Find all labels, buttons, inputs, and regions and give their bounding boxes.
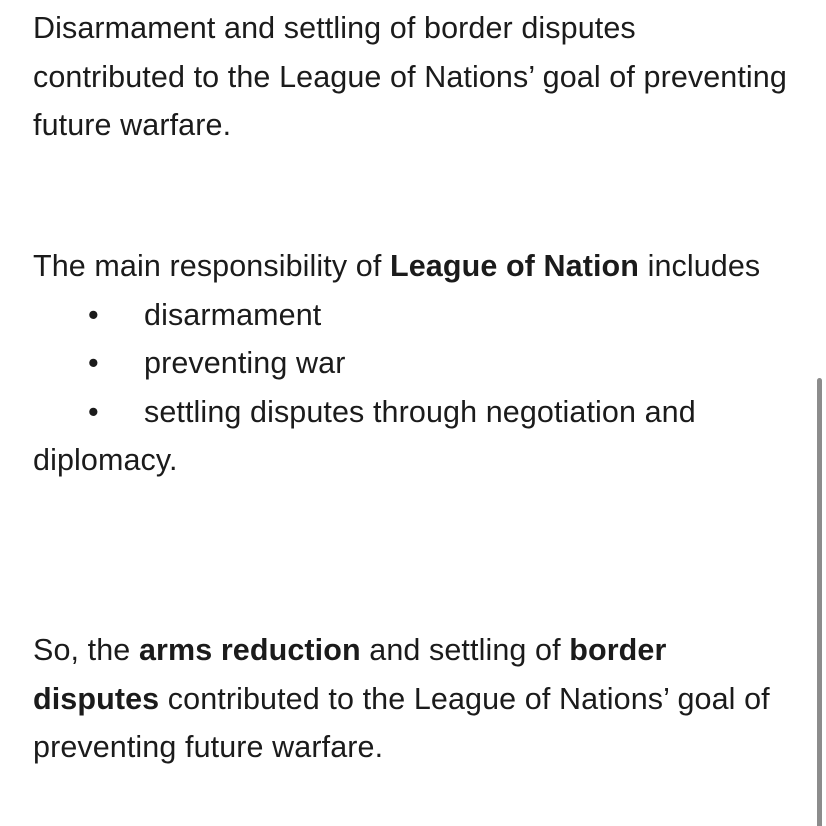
list-item [33, 388, 793, 437]
conclusion-bold-arms: arms reduction [138, 633, 361, 667]
bullet-icon: • [88, 346, 99, 380]
conclusion-bold-border: border disputes [33, 633, 667, 716]
responsibilities-paragraph [33, 242, 793, 485]
list-item-text: settling disputes through negotiation and [144, 394, 696, 429]
intro-bold-term: League of Nation [390, 249, 639, 283]
responsibilities-list [33, 291, 793, 437]
list-item [33, 339, 793, 388]
intro-suffix: includes [639, 249, 761, 283]
conclusion-prefix: So, the [33, 633, 139, 667]
list-continuation-text: diplomacy. [33, 443, 178, 477]
bullet-icon: • [88, 394, 99, 429]
summary-text: Disarmament and settling of border disputes contributed to the League of Nations’ goal of preventing future warfare. [33, 11, 787, 142]
list-item-text: preventing war [144, 346, 346, 380]
bullet-icon: • [88, 297, 99, 332]
vertical-scrollbar[interactable] [817, 378, 822, 826]
list-item-text: disarmament [144, 297, 322, 332]
intro-prefix: The main responsibility of [33, 249, 390, 283]
conclusion-suffix: contributed to the League of Nations’ goal of preventing future warfare. [33, 681, 770, 764]
conclusion-middle: and settling of [360, 633, 570, 667]
list-item [33, 291, 793, 340]
responsibilities-intro [33, 242, 793, 291]
conclusion-paragraph [33, 626, 793, 772]
summary-paragraph [33, 4, 793, 150]
